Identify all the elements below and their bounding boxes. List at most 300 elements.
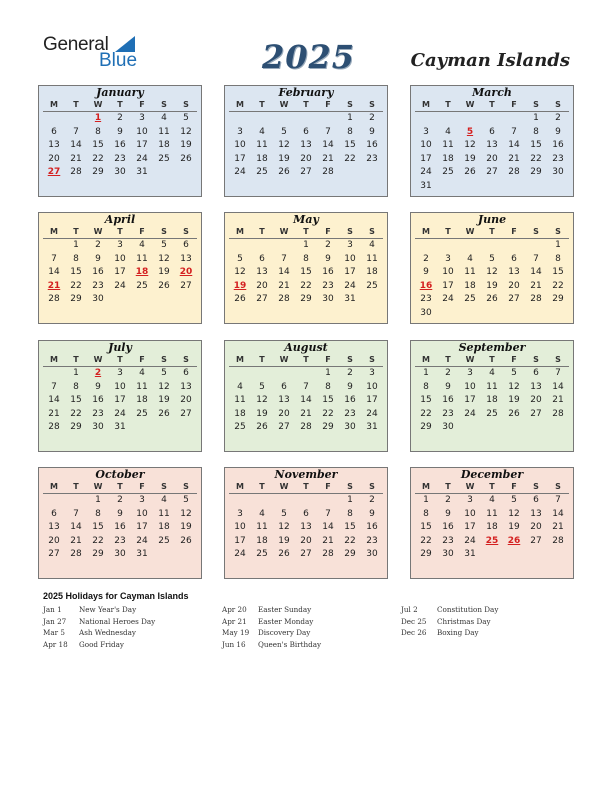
day-cell: 14 [322,140,334,150]
day-cell: 7 [51,253,57,264]
day-cell: 12 [278,522,290,532]
weekday-label: S [153,481,175,494]
day-cell: 17 [114,267,126,277]
day-cell: 26 [180,153,192,164]
weekday-label: S [153,354,175,367]
day-cell: 11 [158,508,170,519]
weekday-label: T [65,354,87,367]
day-cell: 19 [256,408,268,419]
day-cell: 4 [467,253,473,264]
day-cell: 26 [464,167,476,177]
day-cell: 3 [237,508,243,519]
day-cell: 1 [555,240,561,250]
day-cell: 25 [486,408,498,419]
day-cell: 11 [256,140,268,150]
day-cell: 1 [303,240,309,250]
holiday-entry [222,605,321,617]
day-cell: 20 [48,535,60,546]
holiday-day-cell: 19 [233,280,247,291]
weekday-label: S [525,354,547,367]
day-cell: 27 [508,294,520,304]
day-cell: 29 [70,422,82,432]
weekday-label: M [415,481,437,494]
day-cell: 19 [278,535,290,546]
empty-day-cell [43,112,65,126]
weekday-label: T [109,354,131,367]
day-cell: 21 [508,153,520,164]
empty-day-cell [481,239,503,253]
day-cell: 20 [278,408,290,419]
holiday-day-cell: 26 [507,535,521,546]
logo [43,34,143,74]
day-cell: 20 [300,153,312,164]
weekday-label: W [87,354,109,367]
month-title: May [293,213,319,226]
day-cell: 29 [92,167,104,177]
weekday-label: S [339,226,361,239]
day-cell: 28 [70,167,82,177]
day-cell: 30 [114,549,126,559]
weekday-label: F [503,99,525,112]
day-cell: 20 [300,535,312,546]
empty-day-cell [251,367,273,381]
empty-day-cell [43,239,65,253]
day-cell: 10 [136,126,148,137]
day-cell: 6 [51,508,57,519]
empty-day-cell [251,239,273,253]
day-cell: 31 [114,422,126,432]
day-cell: 31 [136,549,148,559]
day-cell: 11 [486,381,498,392]
day-cell: 6 [183,240,189,250]
day-cell: 4 [259,126,265,137]
day-cell: 11 [442,140,454,150]
day-cell: 7 [533,253,539,264]
day-cell: 4 [369,240,375,250]
day-cell: 13 [48,140,60,150]
day-cell: 10 [344,253,356,264]
day-cell: 15 [344,522,356,532]
holidays-column [222,605,321,652]
day-cell: 13 [180,381,192,392]
day-cell: 2 [555,113,561,123]
day-cell: 10 [420,140,432,150]
day-cell: 19 [278,153,290,164]
day-cell: 18 [486,522,498,532]
day-cell: 23 [114,535,126,546]
day-cell: 26 [234,294,246,304]
day-cell: 16 [92,267,104,277]
day-cell: 16 [114,140,126,150]
holiday-date: Dec 25 [401,616,427,626]
day-cell: 27 [48,549,60,559]
day-cell: 6 [259,253,265,264]
holidays-column [43,605,155,652]
empty-day-cell [415,112,437,126]
day-cell: 28 [552,408,564,419]
day-cell: 17 [234,535,246,546]
day-cell: 7 [325,126,331,137]
empty-day-cell [437,239,459,253]
day-cell: 29 [322,422,334,432]
day-cell: 28 [322,549,334,559]
day-cell: 18 [486,395,498,405]
month-july [38,340,202,452]
day-cell: 18 [442,153,454,164]
day-cell: 11 [464,267,476,277]
day-cell: 24 [234,549,246,559]
day-cell: 31 [344,294,356,304]
day-cell: 26 [158,280,170,291]
day-cell: 20 [486,153,498,164]
weekday-label: S [339,354,361,367]
day-cell: 7 [555,368,561,378]
day-cell: 21 [552,395,564,405]
day-cell: 7 [51,381,57,392]
day-cell: 23 [344,408,356,419]
day-cell: 8 [533,126,539,137]
day-cell: 21 [278,280,290,291]
weekday-label: F [317,99,339,112]
day-cell: 27 [300,549,312,559]
day-cell: 22 [70,280,82,291]
day-cell: 2 [325,240,331,250]
weekday-label: S [175,354,197,367]
day-cell: 24 [114,408,126,419]
empty-day-cell [43,367,65,381]
day-cell: 12 [486,267,498,277]
day-cell: 11 [234,395,246,405]
day-cell: 3 [369,368,375,378]
month-title: March [472,86,512,99]
empty-day-cell [251,112,273,126]
day-cell: 5 [511,368,517,378]
day-cell: 28 [322,167,334,177]
day-cell: 14 [278,267,290,277]
weekday-label: T [481,99,503,112]
weekday-label: M [415,354,437,367]
day-cell: 19 [180,140,192,150]
day-cell: 30 [442,422,454,432]
day-cell: 24 [136,153,148,164]
day-cell: 22 [92,153,104,164]
day-cell: 1 [347,113,353,123]
day-cell: 21 [48,408,60,419]
day-cell: 27 [180,280,192,291]
day-cell: 26 [278,549,290,559]
day-cell: 9 [117,126,123,137]
weekday-label: S [339,481,361,494]
day-cell: 23 [442,535,454,546]
day-cell: 6 [51,126,57,137]
day-cell: 14 [70,140,82,150]
day-cell: 23 [442,408,454,419]
day-cell: 25 [136,280,148,291]
day-cell: 29 [420,422,432,432]
month-days-grid [39,481,201,562]
holidays-column [401,605,498,640]
day-cell: 13 [300,522,312,532]
day-cell: 2 [117,113,123,123]
day-cell: 25 [366,280,378,291]
holiday-name: Constitution Day [437,605,499,614]
weekday-label: F [503,354,525,367]
holiday-date: Jun 16 [222,640,246,650]
day-cell: 7 [555,495,561,505]
weekday-label: T [481,481,503,494]
day-cell: 28 [48,422,60,432]
weekday-label: T [65,99,87,112]
empty-day-cell [251,494,273,508]
weekday-label: W [273,481,295,494]
weekday-label: M [229,354,251,367]
month-title: July [108,341,132,354]
day-cell: 22 [420,408,432,419]
empty-day-cell [43,494,65,508]
day-cell: 21 [70,535,82,546]
day-cell: 2 [445,368,451,378]
day-cell: 14 [552,508,564,519]
day-cell: 29 [552,294,564,304]
month-days-grid [225,481,387,562]
holiday-entry [43,628,155,640]
day-cell: 5 [161,240,167,250]
day-cell: 2 [117,495,123,505]
holiday-date: Apr 20 [222,605,247,614]
day-cell: 17 [464,522,476,532]
day-cell: 21 [552,522,564,532]
weekday-label: S [525,226,547,239]
month-days-grid [411,226,573,320]
weekday-label: T [295,354,317,367]
day-cell: 13 [256,267,268,277]
weekday-label: S [175,226,197,239]
day-cell: 16 [366,522,378,532]
logo-general-text: General [43,34,109,55]
day-cell: 13 [530,381,542,392]
empty-day-cell [415,239,437,253]
day-cell: 1 [423,495,429,505]
day-cell: 17 [114,395,126,405]
weekday-label: S [547,99,569,112]
empty-day-cell [229,367,251,381]
day-cell: 18 [136,395,148,405]
holiday-name: Christmas Day [437,616,491,626]
day-cell: 4 [445,126,451,137]
day-cell: 26 [256,422,268,432]
day-cell: 7 [325,508,331,519]
day-cell: 30 [92,422,104,432]
holiday-date: Jan 27 [43,616,67,626]
holiday-entry [43,605,155,617]
day-cell: 30 [92,294,104,304]
day-cell: 12 [180,508,192,519]
weekday-label: W [87,226,109,239]
day-cell: 27 [486,167,498,177]
day-cell: 4 [161,495,167,505]
day-cell: 12 [158,381,170,392]
day-cell: 31 [420,180,432,191]
day-cell: 30 [322,294,334,304]
weekday-label: S [175,481,197,494]
day-cell: 12 [508,508,520,519]
day-cell: 27 [180,408,192,419]
day-cell: 8 [423,381,429,392]
day-cell: 28 [70,549,82,559]
day-cell: 19 [158,267,170,277]
day-cell: 1 [73,368,79,378]
day-cell: 23 [420,294,432,304]
weekday-label: T [251,354,273,367]
day-cell: 10 [234,522,246,532]
day-cell: 2 [95,240,101,250]
month-october [38,467,202,579]
holiday-date: Dec 26 [401,628,427,638]
day-cell: 29 [92,549,104,559]
day-cell: 4 [161,113,167,123]
day-cell: 24 [366,408,378,419]
holiday-name: New Year's Day [79,605,137,614]
day-cell: 21 [70,153,82,164]
day-cell: 14 [552,381,564,392]
day-cell: 29 [300,294,312,304]
day-cell: 8 [347,126,353,137]
day-cell: 21 [322,535,334,546]
day-cell: 5 [281,508,287,519]
day-cell: 28 [530,294,542,304]
day-cell: 13 [278,395,290,405]
day-cell: 18 [234,408,246,419]
day-cell: 12 [234,267,246,277]
month-august [224,340,388,452]
day-cell: 6 [533,368,539,378]
day-cell: 9 [369,508,375,519]
empty-day-cell [525,239,547,253]
day-cell: 28 [552,535,564,546]
day-cell: 5 [161,368,167,378]
day-cell: 9 [95,253,101,264]
weekday-label: T [251,481,273,494]
month-title: December [460,468,524,481]
month-days-grid [225,226,387,307]
day-cell: 9 [555,126,561,137]
holiday-day-cell: 16 [419,280,433,291]
day-cell: 15 [92,522,104,532]
weekday-label: S [339,99,361,112]
day-cell: 25 [442,167,454,177]
day-cell: 2 [369,113,375,123]
empty-day-cell [503,239,525,253]
month-april [38,212,202,324]
weekday-label: F [131,99,153,112]
day-cell: 3 [467,368,473,378]
month-days-grid [411,481,573,562]
day-cell: 24 [420,167,432,177]
day-cell: 27 [256,294,268,304]
day-cell: 7 [73,508,79,519]
day-cell: 1 [347,495,353,505]
weekday-label: T [109,226,131,239]
day-cell: 11 [136,253,148,264]
holiday-entry [222,640,321,652]
empty-day-cell [437,112,459,126]
empty-day-cell [273,239,295,253]
day-cell: 17 [442,280,454,291]
day-cell: 14 [48,395,60,405]
day-cell: 8 [325,381,331,392]
weekday-label: S [153,226,175,239]
day-cell: 31 [136,167,148,177]
weekday-label: T [295,99,317,112]
day-cell: 12 [158,253,170,264]
day-cell: 23 [92,280,104,291]
holiday-day-cell: 2 [94,368,102,378]
day-cell: 29 [420,549,432,559]
day-cell: 11 [256,522,268,532]
weekday-label: S [153,99,175,112]
weekday-label: T [65,226,87,239]
day-cell: 26 [180,535,192,546]
day-cell: 11 [366,253,378,264]
month-title: June [477,213,507,226]
day-cell: 22 [92,535,104,546]
weekday-label: T [109,481,131,494]
empty-day-cell [229,239,251,253]
day-cell: 8 [95,126,101,137]
day-cell: 26 [158,408,170,419]
day-cell: 18 [256,535,268,546]
day-cell: 28 [48,294,60,304]
weekday-label: T [437,481,459,494]
day-cell: 3 [237,126,243,137]
day-cell: 18 [464,280,476,291]
day-cell: 22 [70,408,82,419]
month-title: January [96,86,144,99]
day-cell: 24 [344,280,356,291]
day-cell: 9 [95,381,101,392]
weekday-label: S [361,99,383,112]
month-title: April [104,213,136,226]
day-cell: 1 [325,368,331,378]
day-cell: 3 [117,368,123,378]
day-cell: 13 [180,253,192,264]
empty-day-cell [229,494,251,508]
day-cell: 30 [344,422,356,432]
day-cell: 17 [464,395,476,405]
day-cell: 16 [442,395,454,405]
weekday-label: T [481,354,503,367]
day-cell: 17 [136,522,148,532]
day-cell: 19 [486,280,498,291]
day-cell: 14 [530,267,542,277]
weekday-label: M [43,226,65,239]
day-cell: 7 [281,253,287,264]
weekday-label: W [273,226,295,239]
day-cell: 9 [117,508,123,519]
weekday-label: S [361,354,383,367]
day-cell: 14 [508,140,520,150]
month-june [410,212,574,324]
day-cell: 24 [234,167,246,177]
day-cell: 16 [552,140,564,150]
month-days-grid [225,354,387,435]
day-cell: 15 [530,140,542,150]
day-cell: 30 [114,167,126,177]
weekday-label: T [65,481,87,494]
day-cell: 3 [139,495,145,505]
day-cell: 27 [278,422,290,432]
day-cell: 20 [530,522,542,532]
